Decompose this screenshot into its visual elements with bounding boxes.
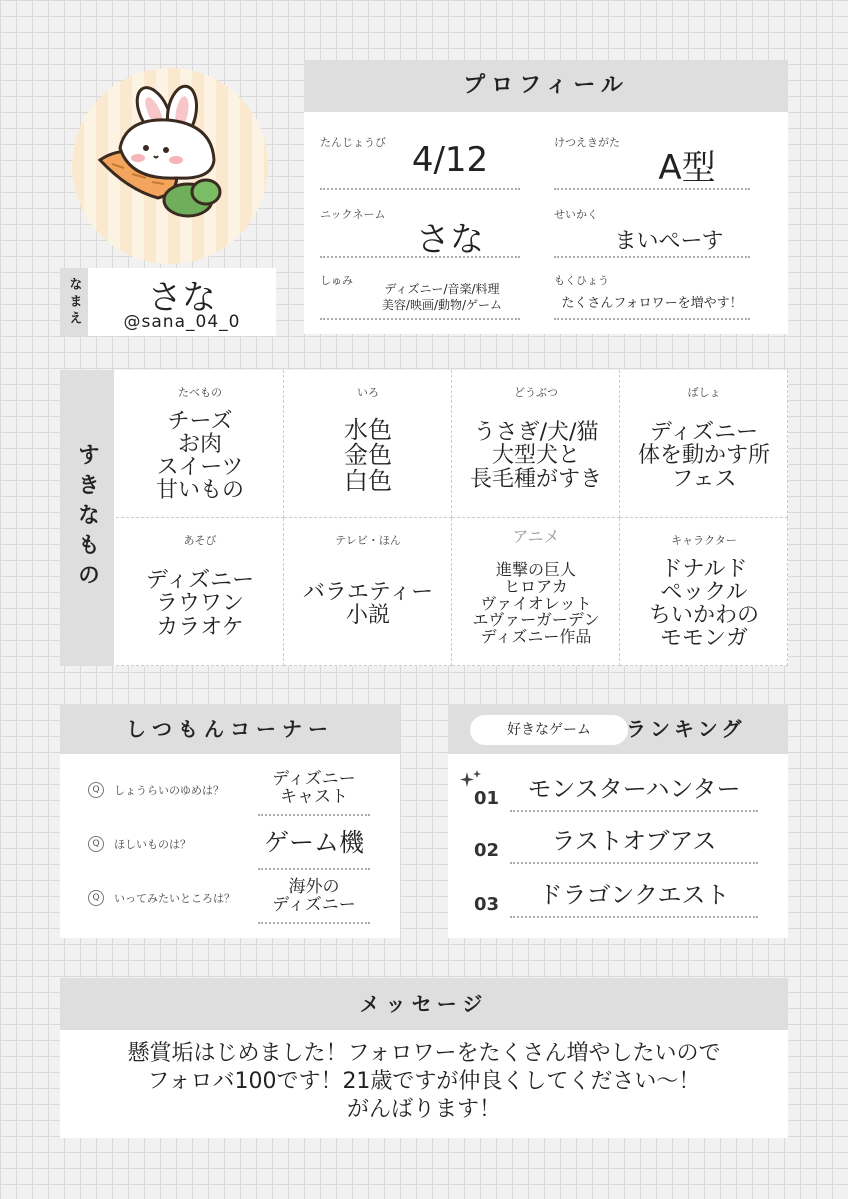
- question-icon: Q: [88, 836, 104, 852]
- ranking-category: 好きなゲーム: [470, 715, 628, 745]
- favorite-value-line: 大型犬と: [491, 443, 580, 469]
- favorite-value-line: モモンガ: [659, 626, 748, 652]
- message-line: フォロバ100です！21歳ですが仲良くしてください〜！: [147, 1069, 701, 1094]
- favorite-category: アニメ: [512, 527, 560, 546]
- qa-answer-line: ゲーム機: [263, 827, 364, 857]
- ranking-number: 01: [474, 788, 500, 809]
- favorite-value-line: ディズニー: [145, 568, 255, 594]
- birthday-value: 4/12: [411, 140, 489, 180]
- profile-title: プロフィール: [304, 60, 788, 112]
- ranking-header: [448, 704, 788, 754]
- qa-answer-line: ディズニー: [272, 769, 356, 790]
- favorite-value-line: ペックル: [660, 579, 748, 605]
- favorite-value-line: フェス: [671, 466, 737, 492]
- qa-answer: [258, 818, 370, 870]
- qa-answer: [258, 872, 370, 924]
- bunny-carrot-icon: [72, 68, 268, 264]
- favorite-category: ばしょ: [687, 386, 721, 399]
- favorite-category: あそび: [183, 534, 217, 547]
- favorite-cell: [116, 370, 284, 518]
- personality-label: せいかく: [554, 208, 598, 221]
- favorite-value-line: 金色: [344, 441, 392, 470]
- ranking-title: ランキング: [626, 717, 746, 741]
- ranking-number: 03: [474, 894, 500, 915]
- name-tag: なまえ: [60, 268, 88, 336]
- qa-panel: [60, 704, 400, 938]
- profile-panel: [304, 60, 788, 334]
- hobby-field: [320, 272, 520, 320]
- ranking-number: 02: [474, 840, 500, 861]
- favorite-value-line: お肉: [177, 431, 222, 457]
- favorite-value-line: エヴァーガーデン: [472, 610, 600, 630]
- favorite-cell: [284, 518, 452, 666]
- qa-item: [60, 762, 400, 818]
- favorites-tag: すきなもの: [60, 370, 114, 666]
- favorite-value-line: 長毛種がすき: [469, 466, 602, 492]
- goal-value: たくさんフォロワーを増やす！: [561, 296, 743, 311]
- qa-question: しょうらいのゆめは？: [114, 784, 224, 797]
- favorite-value-line: 進撃の巨人: [495, 560, 576, 579]
- favorite-value-line: 体を動かす所: [637, 443, 770, 469]
- favorite-value-line: カラオケ: [156, 614, 244, 640]
- favorite-value-line: バラエティー: [302, 579, 434, 605]
- favorite-value-line: スイーツ: [156, 455, 244, 480]
- favorite-cell: [452, 518, 620, 666]
- nickname-label: ニックネーム: [320, 208, 386, 221]
- favorite-category: テレビ・ほん: [335, 534, 401, 547]
- message-line: がんばります！: [346, 1097, 501, 1122]
- favorite-category: どうぶつ: [514, 386, 558, 399]
- qa-title: しつもんコーナー: [60, 704, 400, 754]
- ranking-item: [448, 814, 788, 868]
- qa-item: [60, 816, 400, 872]
- favorite-value-line: 白色: [344, 466, 392, 495]
- goal-field: [554, 272, 750, 320]
- hobby-label: しゅみ: [320, 274, 353, 287]
- name-handle: @sana_04_0: [123, 312, 241, 332]
- favorite-cell: [452, 370, 620, 518]
- favorite-cell: [620, 518, 788, 666]
- hobby-value-line2: 美容/映画/動物/ゲーム: [381, 298, 503, 312]
- qa-answer-line: ディズニー: [272, 895, 356, 915]
- message-body: [60, 1040, 788, 1124]
- blood-type-label: けつえきがた: [554, 136, 620, 149]
- favorite-value-line: ヒロアカ: [504, 576, 568, 596]
- name-main: さな: [148, 278, 216, 318]
- favorite-value-line: ディズニー: [649, 420, 759, 446]
- question-icon: Q: [88, 782, 104, 798]
- favorite-cell: [620, 370, 788, 518]
- favorite-category: いろ: [357, 386, 379, 399]
- qa-question: ほしいものは？: [114, 838, 191, 851]
- message-line: 懸賞垢はじめました！フォロワーをたくさん増やしたいので: [127, 1041, 721, 1066]
- personality-field: [554, 206, 750, 258]
- favorite-value-line: チーズ: [167, 408, 233, 434]
- favorite-value-line: 小説: [345, 603, 390, 628]
- favorite-cell: [284, 370, 452, 518]
- blood-type-field: [554, 134, 750, 190]
- qa-question: いってみたいところは？: [114, 892, 235, 905]
- ranking-panel: [448, 704, 788, 938]
- message-panel: [60, 978, 788, 1138]
- ranking-item: [448, 762, 788, 816]
- goal-label: もくひょう: [554, 274, 609, 287]
- qa-answer-line: 海外の: [288, 877, 340, 898]
- favorite-value-line: ヴァイオレット: [480, 593, 592, 613]
- favorite-value-line: ちいかわの: [648, 603, 759, 628]
- personality-value: まいぺーす: [614, 229, 724, 254]
- hobby-value-line1: ディズニー/音楽/料理: [384, 282, 500, 296]
- favorite-value-line: うさぎ/犬/猫: [473, 420, 599, 446]
- favorite-value-line: ディズニー作品: [480, 627, 592, 647]
- qa-item: [60, 870, 400, 926]
- name-box: [88, 268, 276, 336]
- favorite-value-line: ドナルド: [660, 556, 748, 582]
- avatar: [72, 68, 268, 264]
- favorite-value-line: 水色: [344, 416, 392, 445]
- birthday-label: たんじょうび: [320, 136, 386, 149]
- favorite-value-line: 甘いもの: [155, 478, 244, 504]
- ranking-name: ラストオブアス: [510, 820, 758, 864]
- blood-type-value: A型: [658, 148, 716, 188]
- qa-answer-line: キャスト: [280, 787, 348, 807]
- nickname-value: さな: [416, 220, 484, 260]
- nickname-field: [320, 206, 520, 258]
- qa-answer: [258, 764, 370, 816]
- ranking-name: モンスターハンター: [510, 768, 758, 812]
- favorites-panel: [60, 370, 788, 666]
- message-title: メッセージ: [60, 978, 788, 1030]
- favorite-cell: [116, 518, 284, 666]
- birthday-field: [320, 134, 520, 190]
- question-icon: Q: [88, 890, 104, 906]
- ranking-item: [448, 868, 788, 922]
- favorite-category: たべもの: [178, 386, 222, 399]
- favorite-value-line: ラウワン: [155, 591, 244, 617]
- favorite-category: キャラクター: [671, 534, 737, 547]
- ranking-name: ドラゴンクエスト: [510, 874, 758, 918]
